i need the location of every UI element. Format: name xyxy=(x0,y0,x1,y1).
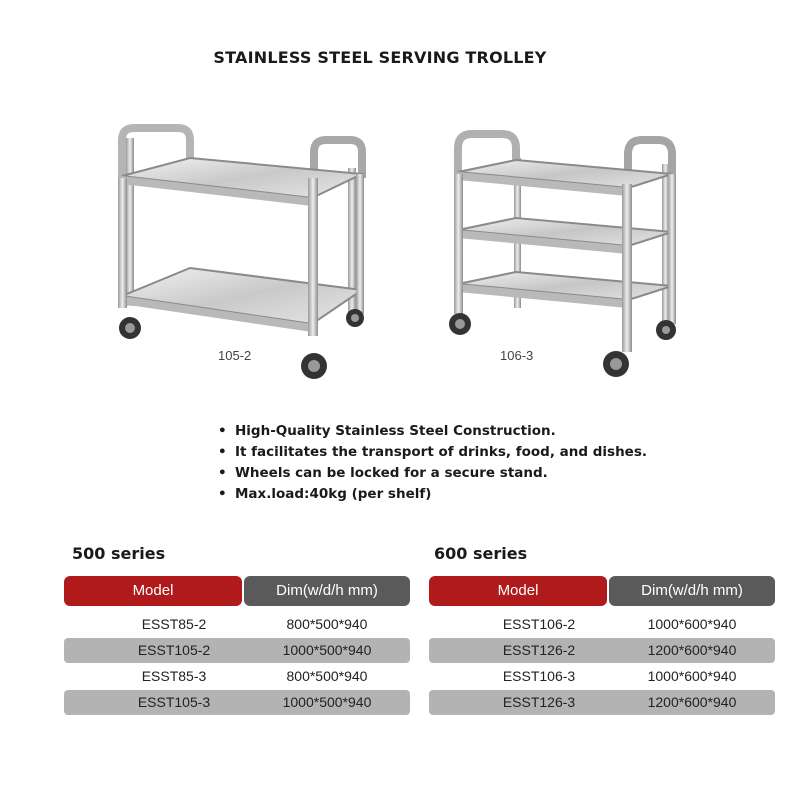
series-title-600: 600 series xyxy=(434,544,528,563)
table-row xyxy=(64,638,410,663)
dim-cell: 1200*600*940 xyxy=(647,694,737,710)
dim-column-header: Dim(w/d/h mm) xyxy=(609,576,775,606)
feature-list xyxy=(218,421,647,505)
product-caption: 105-2 xyxy=(218,348,252,363)
product-caption: 106-3 xyxy=(500,348,534,363)
table-row xyxy=(429,612,775,637)
spec-table-500 xyxy=(64,576,410,715)
model-cell: ESST105-2 xyxy=(137,642,211,658)
table-header xyxy=(429,576,775,606)
model-cell: ESST106-2 xyxy=(502,616,576,632)
feature-item: • It facilitates the transport of drinks, food, and dishes. xyxy=(218,442,647,463)
dim-column-header: Dim(w/d/h mm) xyxy=(244,576,410,606)
page-title: STAINLESS STEEL SERVING TROLLEY xyxy=(213,48,547,67)
table-row xyxy=(64,690,410,715)
dim-cell: 800*500*940 xyxy=(286,668,368,684)
dim-cell: 800*500*940 xyxy=(286,616,368,632)
model-cell: ESST126-2 xyxy=(502,642,576,658)
spec-table-600 xyxy=(429,576,775,715)
dim-cell: 1000*500*940 xyxy=(282,642,372,658)
table-row xyxy=(64,612,410,637)
model-cell: ESST126-3 xyxy=(502,694,576,710)
dim-cell: 1000*600*940 xyxy=(647,616,737,632)
trolley-106-3-image xyxy=(436,124,686,384)
model-cell: ESST85-2 xyxy=(141,616,207,632)
table-row xyxy=(429,690,775,715)
feature-item: • Max.load:40kg (per shelf) xyxy=(218,484,647,505)
feature-item: • Wheels can be locked for a secure stand. xyxy=(218,463,647,484)
model-cell: ESST105-3 xyxy=(137,694,211,710)
series-title-500: 500 series xyxy=(72,544,166,563)
model-column-header: Model xyxy=(429,576,607,606)
table-header xyxy=(64,576,410,606)
dim-cell: 1000*600*940 xyxy=(647,668,737,684)
dim-cell: 1200*600*940 xyxy=(647,642,737,658)
table-row xyxy=(429,664,775,689)
model-cell: ESST85-3 xyxy=(141,668,207,684)
model-cell: ESST106-3 xyxy=(502,668,576,684)
feature-item: • High-Quality Stainless Steel Construction. xyxy=(218,421,647,442)
table-row xyxy=(429,638,775,663)
table-row xyxy=(64,664,410,689)
model-column-header: Model xyxy=(64,576,242,606)
dim-cell: 1000*500*940 xyxy=(282,694,372,710)
